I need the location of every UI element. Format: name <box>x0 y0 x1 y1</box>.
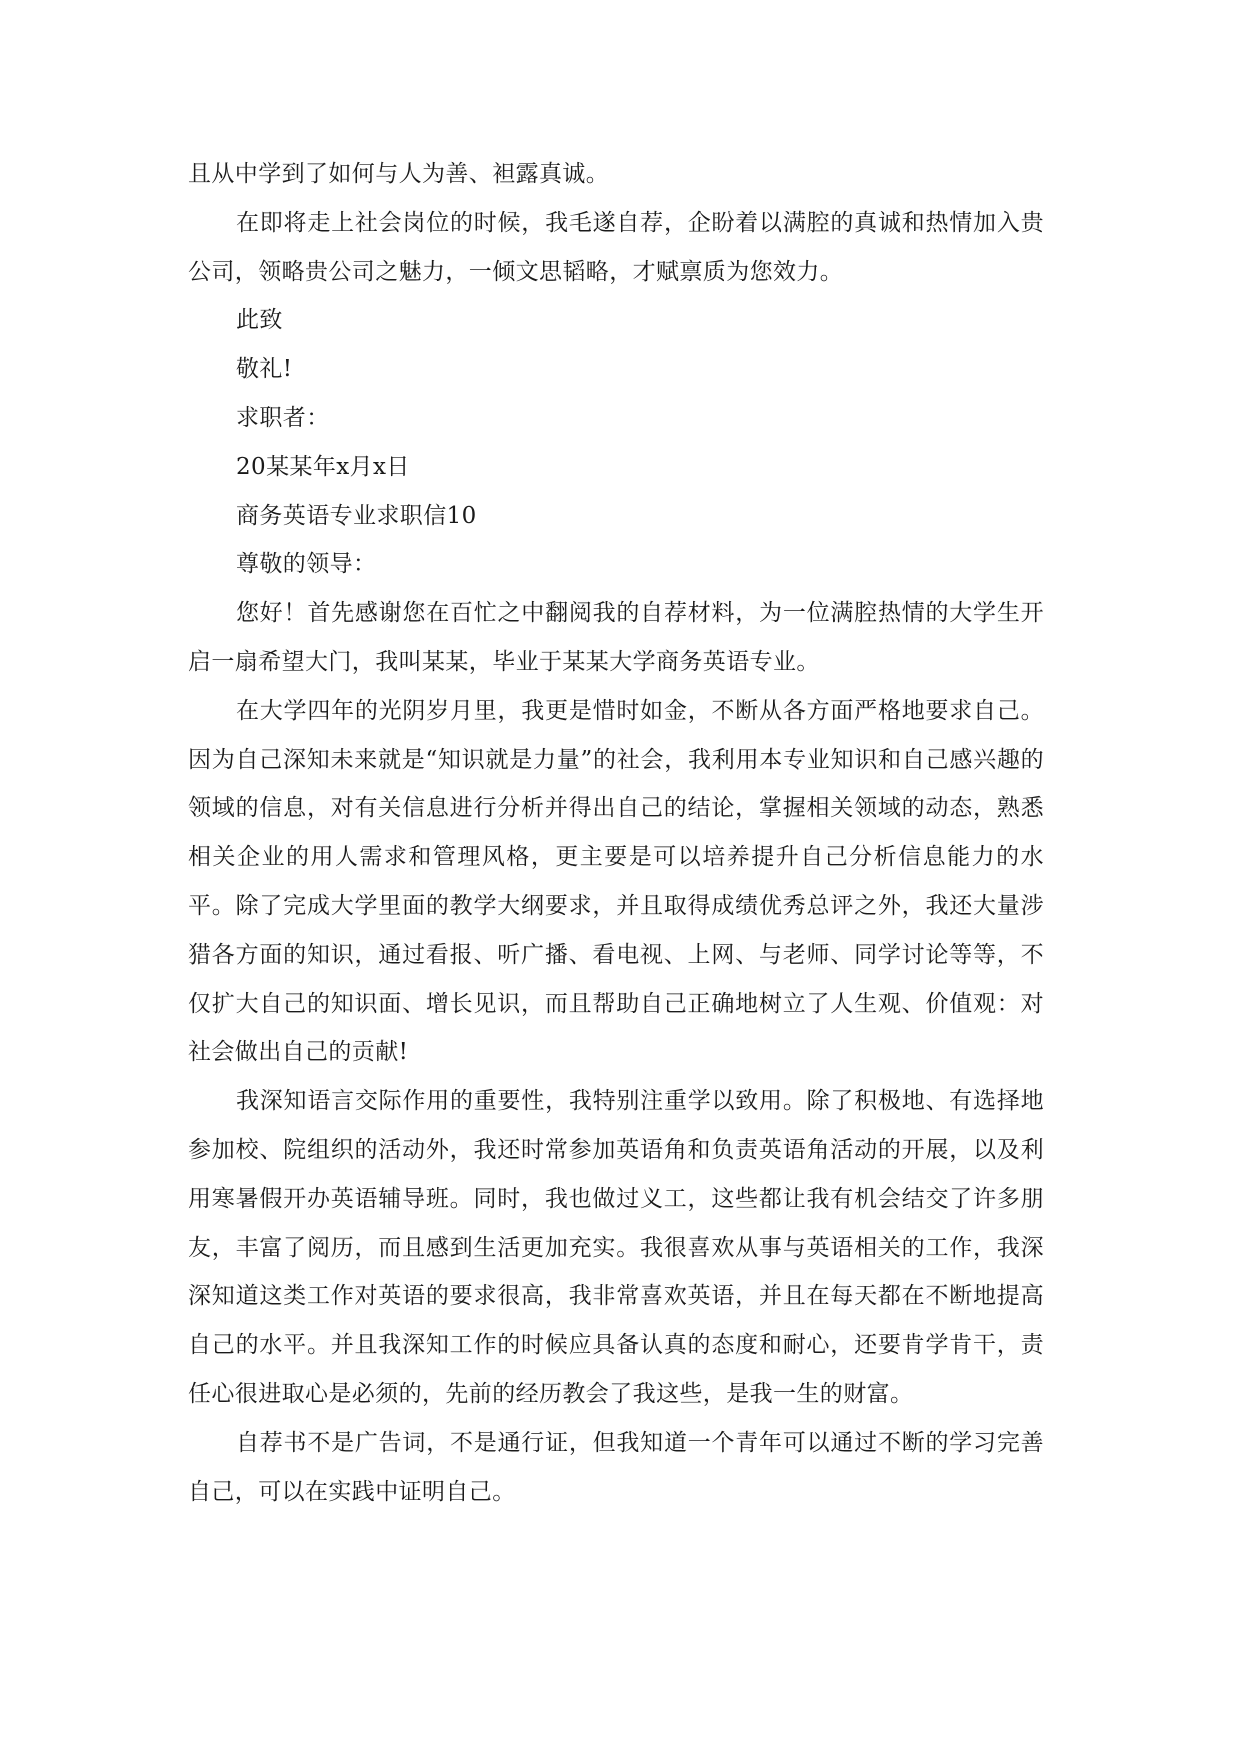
paragraph-language: 我深知语言交际作用的重要性，我特别注重学以致用。除了积极地、有选择地参加校、院组织的活动外，我还时常参加英语角和负责英语角活动的开展，以及利用寒暑假开办英语辅导班。同时，我也做过义工，这些都让我有机会结交了许多朋友，丰富了阅历，而且感到生活更加充实。我很喜欢从事与英语相关的工作，我深深知道这类工作对英语的要求很高，我非常喜欢英语，并且在每天都在不断地提高自己的水平。并且我深知工作的时候应具备认真的态度和耐心，还要肯学肯干，责任心很进取心是必须的，先前的经历教会了我这些，是我一生的财富。 <box>188 1088 1044 1407</box>
signature-date: 20某某年x月x日 <box>236 453 410 480</box>
letter-heading: 商务英语专业求职信10 <box>236 502 477 529</box>
signature-applicant: 求职者： <box>236 404 330 431</box>
paragraph-intro: 您好！首先感谢您在百忙之中翻阅我的自荐材料，为一位满腔热情的大学生开启一扇希望大门，我叫某某，毕业于某某大学商务英语专业。 <box>188 600 1044 675</box>
salutation-jingli: 敬礼! <box>236 356 293 383</box>
paragraph-conclusion: 自荐书不是广告词，不是通行证，但我知道一个青年可以通过不断的学习完善自己，可以在实践中证明自己。 <box>188 1429 1044 1505</box>
paragraph-closing-intent: 在即将走上社会岗位的时候，我毛遂自荐，企盼着以满腔的真诚和热情加入贵公司，领略贵公司之魅力，一倾文思韬略，才赋禀质为您效力。 <box>188 209 1044 285</box>
paragraph-continuation: 且从中学到了如何与人为善、袒露真诚。 <box>188 161 610 187</box>
letter-body <box>188 150 1044 1516</box>
greeting: 尊敬的领导： <box>236 551 377 578</box>
paragraph-university: 在大学四年的光阴岁月里，我更是惜时如金，不断从各方面严格地要求自己。因为自己深知未来就是“知识就是力量”的社会，我利用本专业知识和自己感兴趣的领域的信息，对有关信息进行分析并得出自己的结论，掌握相关领域的动态，熟悉相关企业的用人需求和管理风格，更主要是可以培养提升自己分析信息能力的水平。除了完成大学里面的教学大纲要求，并且取得成绩优秀总评之外，我还大量涉猎各方面的知识，通过看报、听广播、看电视、上网、与老师、同学讨论等等，不仅扩大自己的知识面、增长见识，而且帮助自己正确地树立了人生观、价值观：对社会做出自己的贡献! <box>188 697 1044 1066</box>
salutation-cizhi: 此致 <box>236 307 283 334</box>
